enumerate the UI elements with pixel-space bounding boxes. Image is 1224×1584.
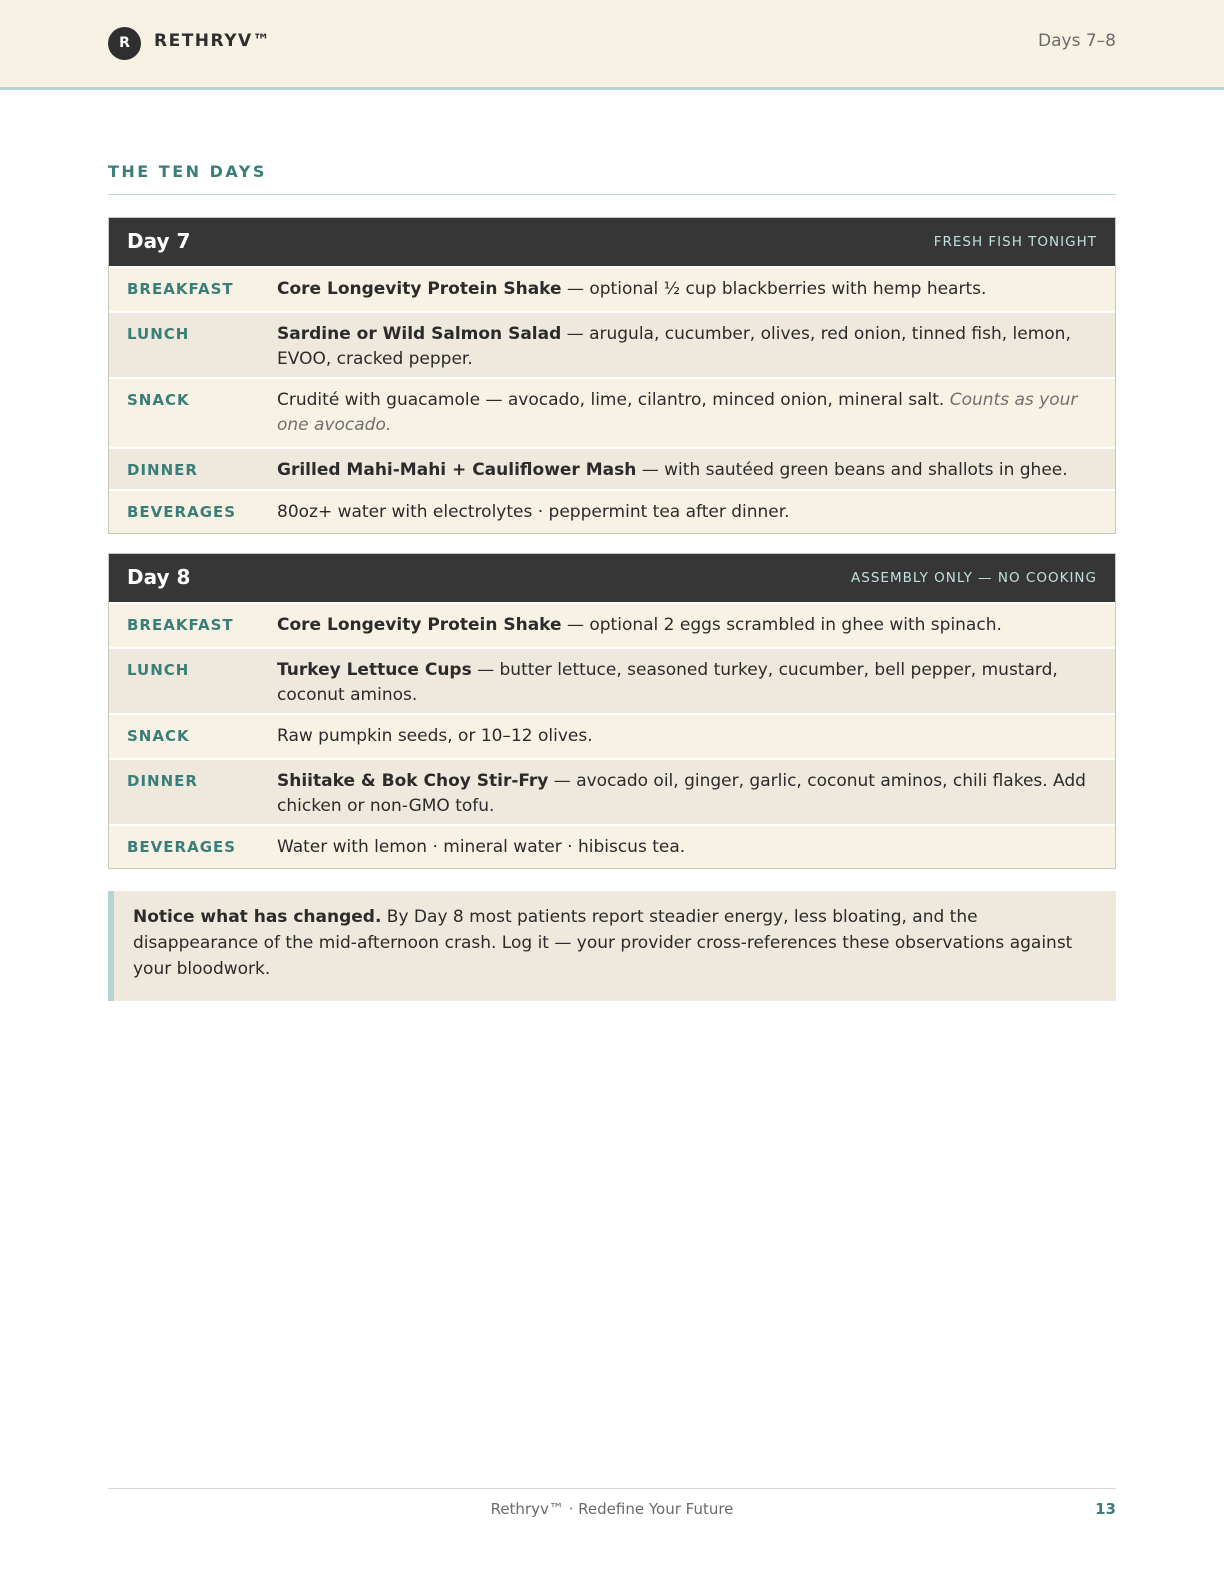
meal-row-lunch <box>109 311 1115 377</box>
day-card-8 <box>108 553 1116 869</box>
meal-label: SNACK <box>127 391 190 409</box>
day-tag: FRESH FISH TONIGHT <box>933 234 1097 250</box>
day-title: Day 7 <box>127 229 191 253</box>
day-title: Day 8 <box>127 565 191 589</box>
notice-heading: Notice what has changed. <box>133 907 382 927</box>
notice-text: By Day 8 most patients report steadier energy, less bloating, and the disappearance of the mid-afternoon crash. Log it — your provider cross-references these observations against your bloodwork. <box>133 907 1073 979</box>
page-header <box>0 0 1224 90</box>
meal-dish: Core Longevity Protein Shake <box>277 615 562 635</box>
meal-text: — with sautéed green beans and shallots in ghee. <box>636 460 1068 480</box>
meal-row-beverages <box>109 489 1115 533</box>
meal-text: — optional ½ cup blackberries with hemp hearts. <box>561 279 987 299</box>
meal-row-dinner <box>109 447 1115 489</box>
meal-dish: Turkey Lettuce Cups <box>277 660 472 680</box>
meal-label: LUNCH <box>127 661 190 679</box>
meal-description <box>277 458 1097 479</box>
meal-row-breakfast <box>109 602 1115 647</box>
meal-row-snack <box>109 377 1115 447</box>
meal-description <box>277 613 1097 637</box>
meal-description <box>277 835 1097 858</box>
meal-text: — avocado oil, ginger, garlic, coconut aminos, chili flakes. Add chicken or non-GMO tofu. <box>277 771 1086 816</box>
days-range: Days 7–8 <box>1038 31 1116 51</box>
meal-label: SNACK <box>127 727 190 745</box>
day-header <box>109 218 1115 266</box>
meal-dish: Core Longevity Protein Shake <box>277 279 562 299</box>
meal-text: — optional 2 eggs scrambled in ghee with spinach. <box>561 615 1002 635</box>
meal-row-lunch <box>109 647 1115 713</box>
meal-row-breakfast <box>109 266 1115 311</box>
footer-divider <box>108 1488 1116 1489</box>
day-card-7 <box>108 217 1116 534</box>
notice-callout <box>108 891 1116 1001</box>
meal-description <box>277 769 1097 814</box>
meal-text: Raw pumpkin seeds, or 10–12 olives. <box>277 726 593 746</box>
meal-row-beverages <box>109 824 1115 868</box>
section-label: THE TEN DAYS <box>108 162 267 181</box>
meal-text: — butter lettuce, seasoned turkey, cucumber, bell pepper, mustard, coconut aminos. <box>277 660 1058 705</box>
page-number: 13 <box>1095 1500 1116 1518</box>
meal-note: Counts as your one avocado. <box>277 390 1078 435</box>
meal-row-dinner <box>109 758 1115 824</box>
meal-description <box>277 724 1097 748</box>
meal-dish: Shiitake & Bok Choy Stir-Fry <box>277 771 549 791</box>
meal-text: Water with lemon · mineral water · hibiscus tea. <box>277 837 686 857</box>
meal-description <box>277 658 1097 703</box>
footer-tagline: Rethryv™ · Redefine Your Future <box>490 1500 734 1518</box>
meal-text: Crudité with guacamole — avocado, lime, cilantro, minced onion, mineral salt. <box>277 390 950 410</box>
meal-dish: Grilled Mahi-Mahi + Cauliflower Mash <box>277 460 637 480</box>
day-tag: ASSEMBLY ONLY — NO COOKING <box>851 570 1097 586</box>
meal-label: BEVERAGES <box>127 838 237 856</box>
meal-description <box>277 322 1097 367</box>
meal-label: BREAKFAST <box>127 616 234 634</box>
meal-label: DINNER <box>127 461 198 479</box>
meal-description <box>277 388 1097 437</box>
meal-label: LUNCH <box>127 325 190 343</box>
meal-text: — arugula, cucumber, olives, red onion, tinned fish, lemon, EVOO, cracked pepper. <box>277 324 1071 369</box>
meal-description <box>277 500 1097 523</box>
meal-description <box>277 277 1097 301</box>
meal-text: 80oz+ water with electrolytes · peppermint tea after dinner. <box>277 502 790 522</box>
meal-dish: Sardine or Wild Salmon Salad <box>277 324 562 344</box>
day-header <box>109 554 1115 602</box>
meal-label: BREAKFAST <box>127 280 234 298</box>
section-divider <box>108 194 1116 195</box>
meal-label: DINNER <box>127 772 198 790</box>
logo-icon: R <box>108 27 141 60</box>
meal-label: BEVERAGES <box>127 503 237 521</box>
brand-name: RETHRYV™ <box>154 31 272 51</box>
meal-row-snack <box>109 713 1115 758</box>
